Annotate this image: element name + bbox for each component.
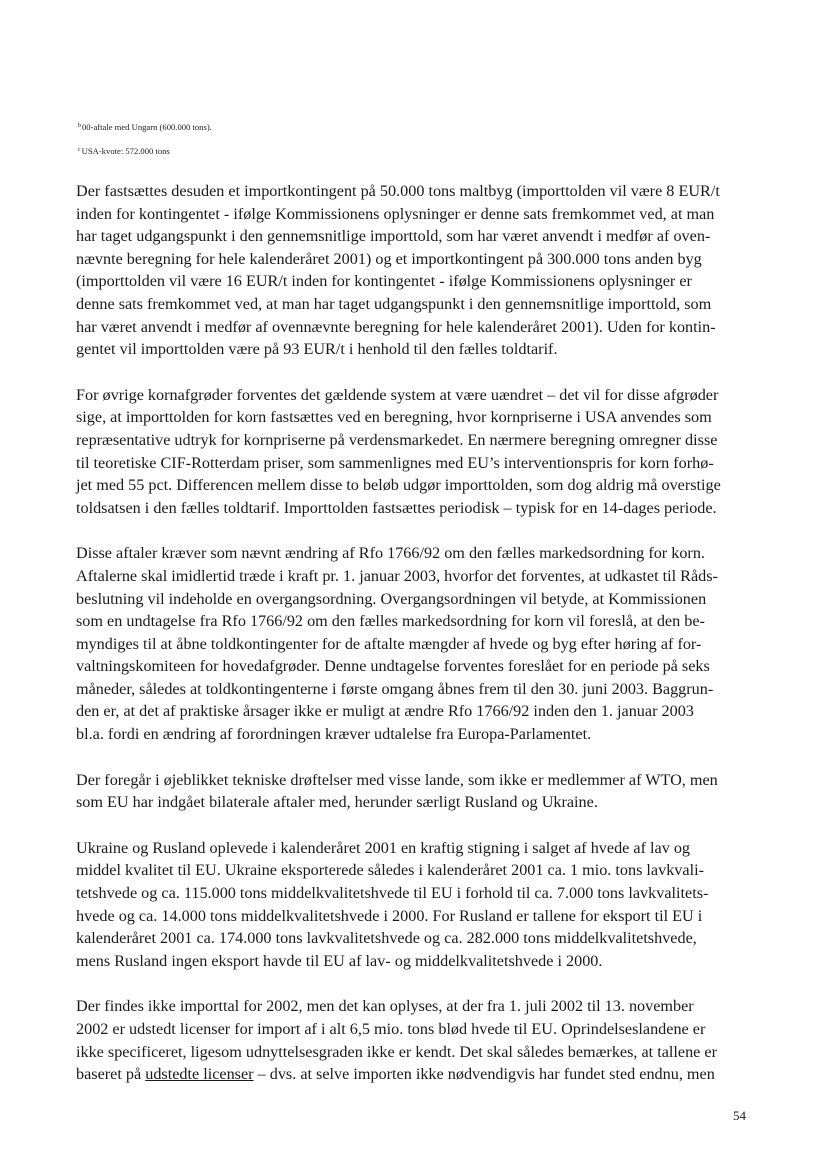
text-line: Der fastsættes desuden et importkontingent på 50.000 tons maltbyg (importtolden vil være 8 EUR/t	[76, 182, 720, 200]
text-line: til teoretiske CIF-Rotterdam priser, som sammenlignes med EU’s interventionspris for korn forhø-	[76, 453, 714, 472]
text-line: denne sats fremkommet ved, at man har taget udgangspunkt i den gennemsnitlige importtold, som	[76, 294, 712, 313]
text-line: myndiges til at åbne toldkontingenter for de aftalte mængder af hvede og byg efter høring af for-	[76, 634, 702, 653]
text-line: ikke specificeret, ligesom udnyttelsesgraden ikke er kendt. Det skal således bemærkes, at tallene er	[76, 1042, 717, 1061]
text-line: tetshvede og ca. 115.000 tons middelkvalitetshvede til EU i forhold til ca. 7.000 tons lavkvalitets-	[76, 884, 709, 903]
text-line: Ukraine og Rusland oplevede i kalenderåret 2001 en kraftig stigning i salget af hvede af lav og	[76, 838, 691, 857]
text-line: mens Rusland ingen eksport havde til EU af lav- og middelkvalitetshvede i 2000.	[76, 951, 603, 970]
text-line: hvede og ca. 14.000 tons middelkvalitetshvede i 2000. For Rusland er tallene for eksport til EU i	[76, 906, 703, 925]
text-line: Disse aftaler kræver som nævnt ændring af Rfo 1766/92 om den fælles markedsordning for korn.	[76, 544, 705, 563]
text-line: 2002 er udstedt licenser for import af i alt 6,5 mio. tons blød hvede til EU. Oprindelseslandene er	[76, 1020, 706, 1038]
paragraph-technical-talks	[76, 769, 742, 814]
text-line: toldsatsen i den fælles toldtarif. Importtolden fastsættes periodisk – typisk for en 14-dages periode.	[76, 498, 717, 517]
text-line: nævnte beregning for hele kalenderåret 2001) og et importkontingent på 300.000 tons anden byg	[76, 249, 702, 268]
text-line-with-underline	[76, 1063, 742, 1086]
text-line: som EU har indgået bilaterale aftaler med, herunder særligt Rusland og Ukraine.	[76, 793, 598, 812]
text-line: måneder, således at toldkontingenterne i første omgang åbnes frem til den 30. juni 2003. Baggrun-	[76, 679, 714, 698]
text-line: (importtolden vil være 16 EUR/t inden for kontingentet - ifølge Kommissionens oplysninger er	[76, 272, 692, 291]
text-line: har været anvendt i medfør af ovennævnte beregning for hele kalenderåret 2001). Uden for kontin-	[76, 317, 716, 336]
text-line: Der foregår i øjeblikket tekniske drøftelser med visse lande, som ikke er medlemmer af WTO, men	[76, 770, 718, 789]
paragraph-ukraine-russia	[76, 837, 742, 973]
text-line: repræsentative udtryk for kornpriserne på verdensmarkedet. En nærmere beregning omregner disse	[76, 430, 718, 449]
text-line: den er, at det af praktiske årsager ikke er muligt at ændre Rfo 1766/92 inden den 1. januar 2003	[76, 702, 694, 721]
paragraph-maltbyg-quota	[76, 180, 742, 361]
paragraph-import-figures	[76, 995, 742, 1085]
text-line: som en undtagelse fra Rfo 1766/92 om den fælles markedsordning for korn vil foreslå, at den be-	[76, 612, 705, 631]
underlined-phrase: udstedte licenser	[145, 1065, 254, 1084]
text-line: jet med 55 pct. Differencen mellem disse to beløb udgør importtolden, som dog aldrig må overstige	[76, 476, 721, 495]
footnote-text: 00-aftale med Ungarn (600.000 tons).	[82, 122, 212, 132]
body-text	[76, 180, 742, 1086]
text-line: Der findes ikke importtal for 2002, men det kan oplyses, at der fra 1. juli 2002 til 13. november	[76, 997, 694, 1016]
page-number: 54	[733, 1108, 746, 1123]
text-line: Aftalerne skal imidlertid træde i kraft pr. 1. januar 2003, hvorfor det forventes, at udkastet til Råds-	[76, 566, 718, 585]
footnote-marker: b	[78, 123, 81, 129]
text-line: har taget udgangspunkt i den gennemsnitlige importtold, som har været anvendt i medfør af oven-	[76, 227, 711, 246]
line-text-after: – dvs. at selve importen ikke nødvendigvis har fundet sted endnu, men	[253, 1065, 715, 1084]
text-line: sige, at importtolden for korn fastsættes ved en beregning, hvor kornpriserne i USA anvendes som	[76, 408, 712, 427]
footnote-text: USA-kvote: 572.000 tons	[81, 146, 170, 156]
paragraph-other-grains	[76, 384, 742, 520]
text-line: middel kvalitet til EU. Ukraine eksporterede således i kalenderåret 2001 ca. 1 mio. tons lavkvali-	[76, 861, 704, 880]
footnote-marker: c	[78, 147, 81, 153]
line-text-before: baseret på	[76, 1065, 146, 1084]
footnotes	[78, 120, 758, 168]
paragraph-transition-arrangement	[76, 542, 742, 745]
text-line: beslutning vil indeholde en overgangsordning. Overgangsordningen vil betyde, at Kommissionen	[76, 589, 707, 608]
text-line: For øvrige kornafgrøder forventes det gældende system at være uændret – det vil for disse afgrøder	[76, 385, 719, 404]
text-line: bl.a. fordi en ændring af forordningen kræver udtalelse fra Europa-Parlamentet.	[76, 725, 592, 744]
text-line: valtningskomiteen for hovedafgrøder. Denne undtagelse forventes foreslået for en periode på seks	[76, 657, 710, 676]
text-line: kalenderåret 2001 ca. 174.000 tons lavkvalitetshvede og ca. 282.000 tons middelkvalitetshvede,	[76, 929, 697, 948]
text-line: gentet vil importtolden være på 93 EUR/t i henhold til den fælles toldtarif.	[76, 340, 558, 359]
text-line: inden for kontingentet - ifølge Kommissionens oplysninger er denne sats fremkommet ved, at man	[76, 204, 715, 223]
footnote-b	[78, 120, 758, 133]
footnote-c	[78, 144, 758, 157]
